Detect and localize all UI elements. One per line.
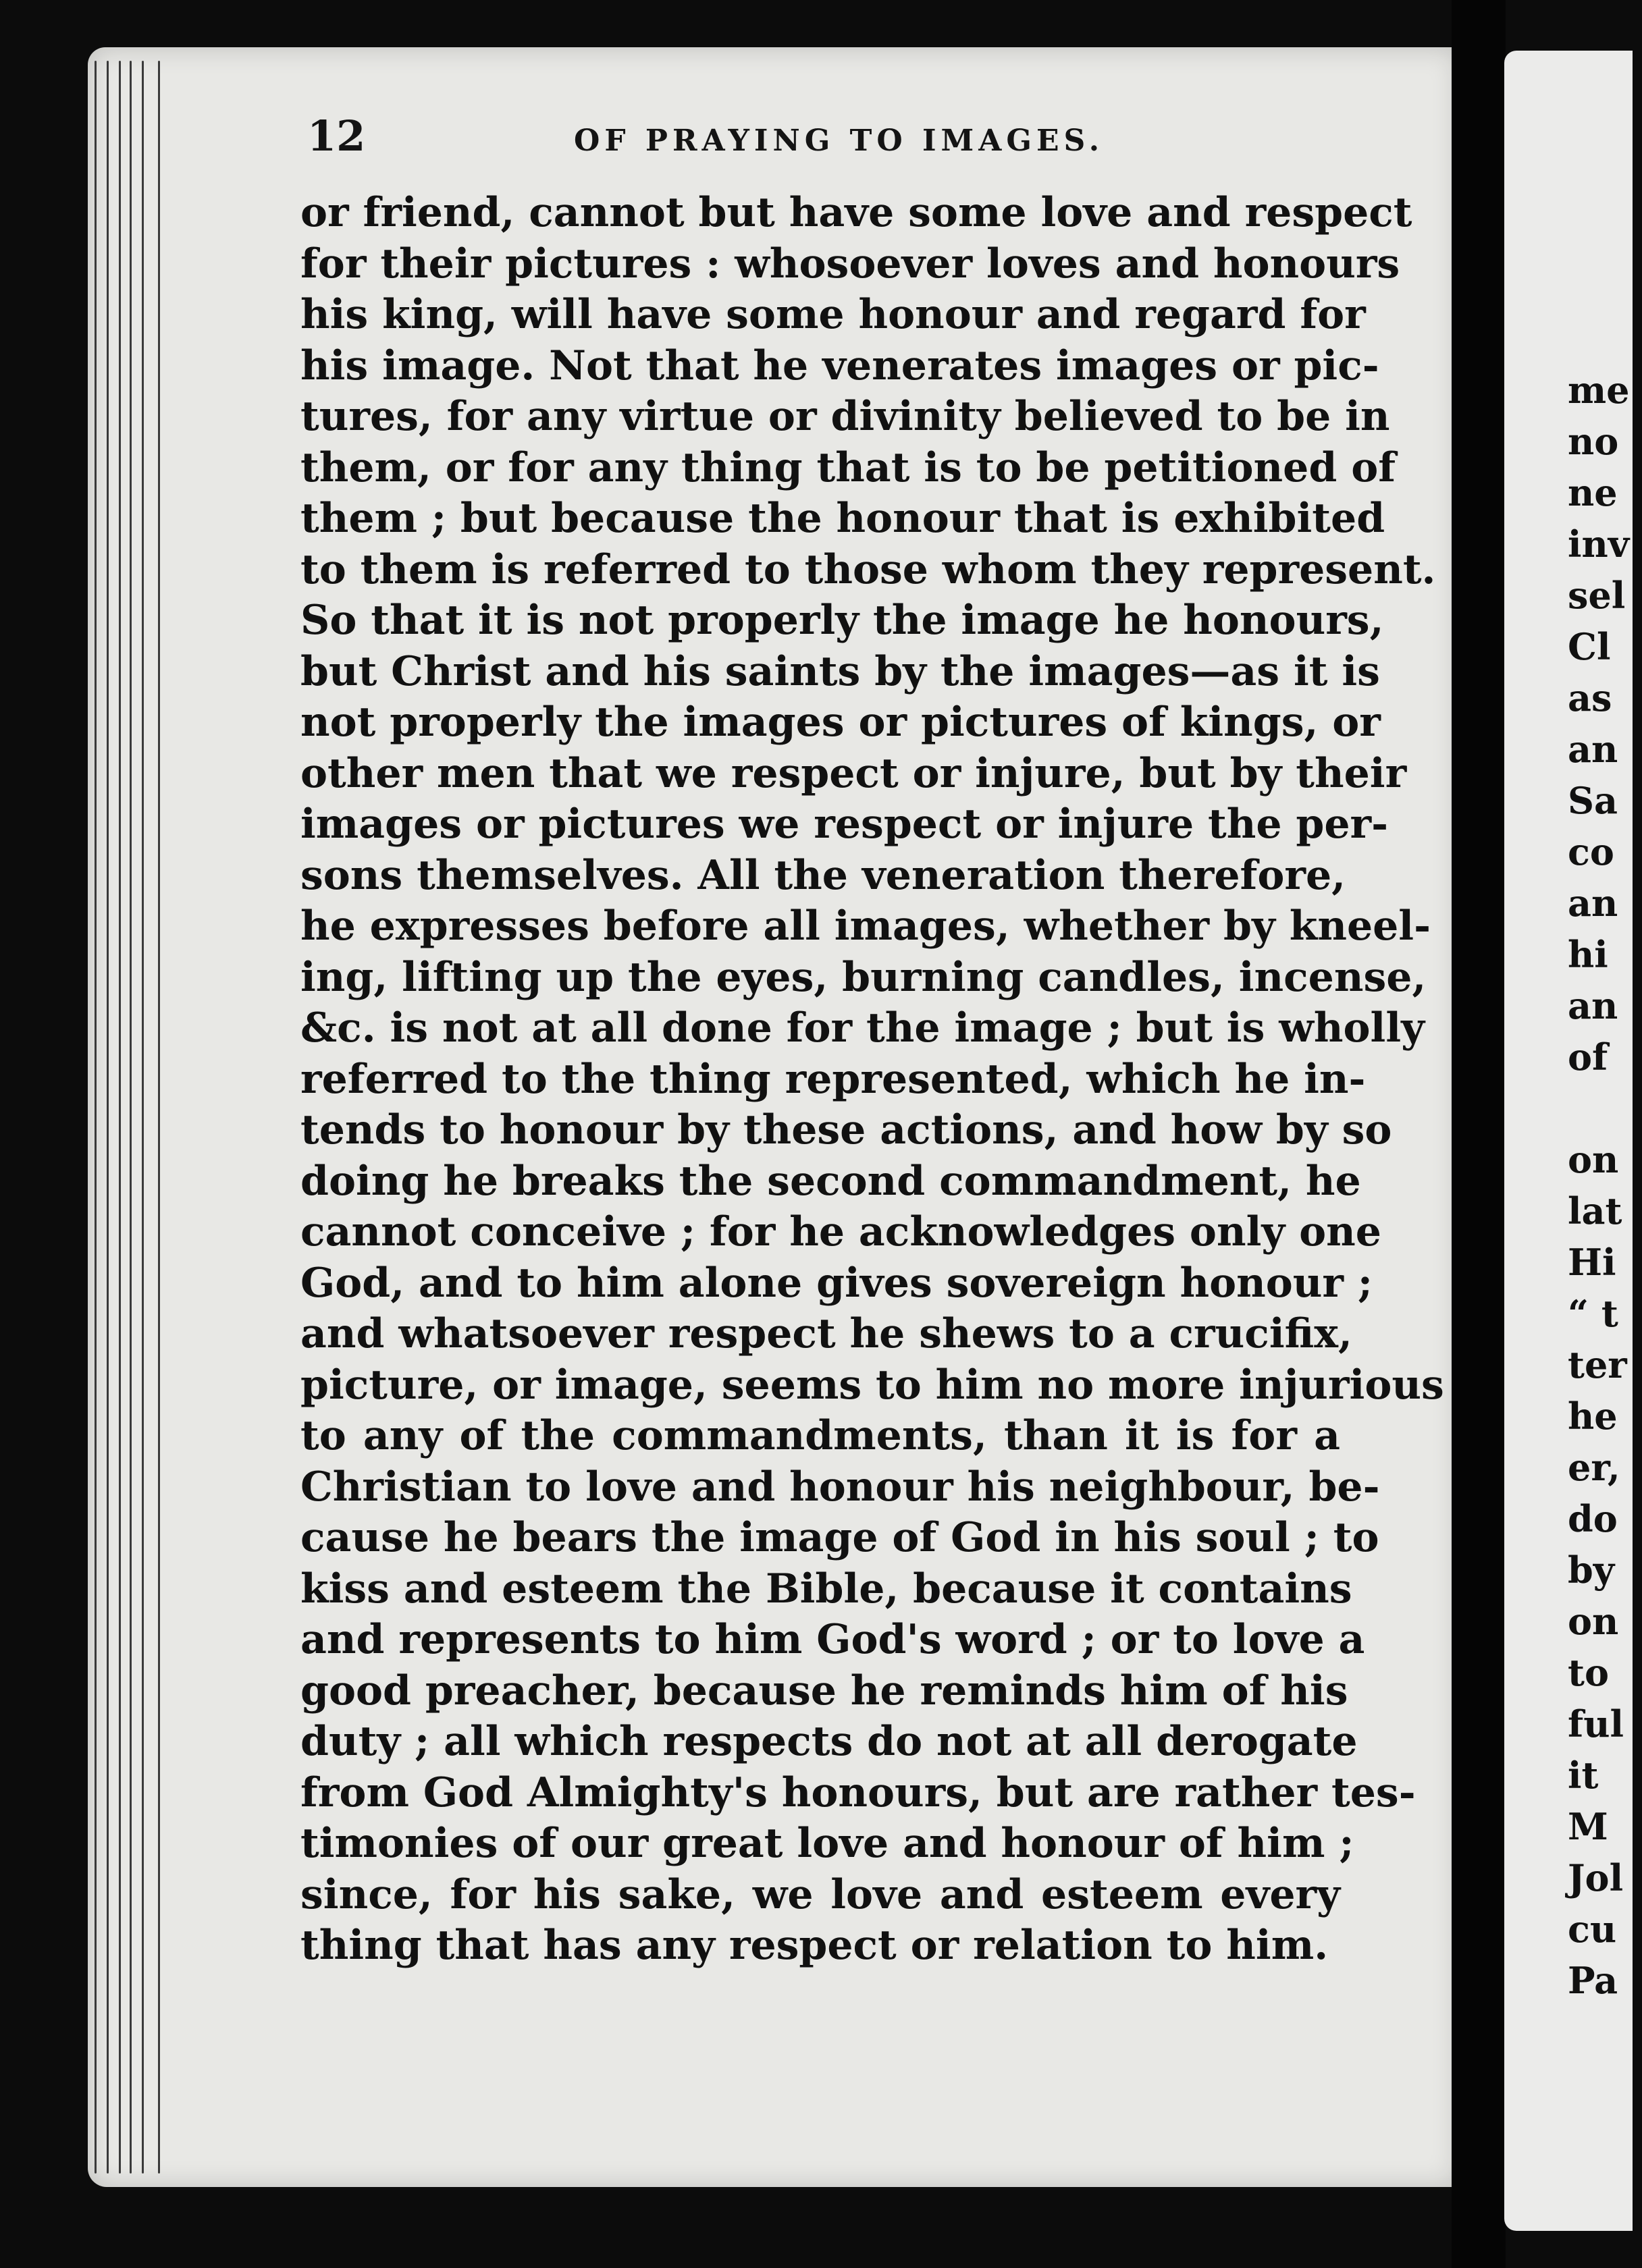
text-line: since, for his sake, we love and esteem every (300, 1870, 1340, 1918)
text-line: cannot conceive ; for he acknowledges only one (300, 1208, 1381, 1256)
fragment-line: an (1568, 984, 1618, 1027)
text-line: ing, lifting up the eyes, burning candles, incense, (300, 953, 1427, 1001)
fragment-line: Sa (1568, 779, 1618, 822)
fragment-line: co (1568, 830, 1614, 873)
fragment-line: hi (1568, 933, 1608, 976)
text-line: timonies of our great love and honour of him ; (300, 1820, 1354, 1867)
text-line: doing he breaks the second commandment, he (300, 1157, 1361, 1205)
fragment-line: er, (1568, 1446, 1620, 1489)
text-line: his king, will have some honour and regard for (300, 291, 1366, 338)
running-head-title: OF PRAYING TO IMAGES. (574, 124, 1105, 158)
fragment-line: it (1568, 1754, 1599, 1797)
page-number: 12 (307, 111, 366, 161)
text-line: referred to the thing represented, which he in- (300, 1055, 1366, 1103)
fragment-line: ter (1568, 1343, 1627, 1386)
fragment-line: Pa (1568, 1959, 1618, 2002)
text-line: tends to honour by these actions, and how by so (300, 1106, 1392, 1154)
text-line: them, or for any thing that is to be petitioned of (300, 443, 1396, 491)
fragment-line: Hi (1568, 1241, 1616, 1284)
text-line: duty ; all which respects do not at all derogate (300, 1718, 1358, 1765)
text-line: and whatsoever respect he shews to a crucifix, (300, 1310, 1352, 1357)
fragment-line: of (1568, 1035, 1608, 1079)
fragment-line: cu (1568, 1908, 1617, 1951)
fragment-line: by (1568, 1548, 1615, 1592)
right-page-fragments (1568, 364, 1642, 2006)
text-line: images or pictures we respect or injure the per- (300, 801, 1389, 848)
text-line: cause he bears the image of God in his soul ; to (300, 1514, 1379, 1561)
text-line: from God Almighty's honours, but are rather tes- (300, 1769, 1416, 1816)
fragment-line: sel (1568, 574, 1626, 617)
text-line: he expresses before all images, whether by kneel- (300, 902, 1431, 950)
fragment-line: lat (1568, 1189, 1622, 1233)
running-head (307, 111, 1340, 172)
fragment-line: me (1568, 369, 1630, 412)
text-line: picture, or image, seems to him no more injurious (300, 1361, 1444, 1409)
fragment-line: ne (1568, 471, 1618, 514)
text-line: &c. is not at all done for the image ; but is wholly (300, 1004, 1425, 1052)
fragment-line: on (1568, 1600, 1619, 1643)
fragment-line: to (1568, 1651, 1609, 1694)
text-line: them ; but because the honour that is exhibited (300, 495, 1385, 542)
text-line: to them is referred to those whom they represent. (300, 545, 1436, 593)
fragment-line: he (1568, 1395, 1618, 1438)
text-line: good preacher, because he reminds him of his (300, 1667, 1348, 1714)
fragment-line: no (1568, 420, 1619, 463)
text-line: and represents to him God's word ; or to love a (300, 1616, 1365, 1663)
fragment-line: an (1568, 882, 1618, 925)
text-line: kiss and esteem the Bible, because it contains (300, 1565, 1352, 1613)
text-line: So that it is not properly the image he honours, (300, 597, 1384, 644)
text-line: God, and to him alone gives sovereign honour ; (300, 1259, 1373, 1307)
fragment-line: on (1568, 1138, 1619, 1181)
text-line: for their pictures : whosoever loves and honours (300, 240, 1400, 288)
body-text (300, 188, 1444, 1972)
text-line: thing that has any respect or relation to him. (300, 1922, 1329, 1969)
text-line: to any of the commandments, than it is for a (300, 1412, 1340, 1459)
fragment-line: Cl (1568, 625, 1611, 668)
fragment-line: do (1568, 1497, 1618, 1540)
fragment-line: Jol (1568, 1856, 1624, 1899)
text-line: tures, for any virtue or divinity believed to be in (300, 393, 1390, 440)
text-line: but Christ and his saints by the images—as it is (300, 647, 1380, 695)
fragment-line: an (1568, 728, 1618, 771)
text-line: not properly the images or pictures of kings, or (300, 699, 1381, 746)
text-line: his image. Not that he venerates images or pic- (300, 342, 1379, 389)
paragraph-gap (1568, 1083, 1642, 1134)
text-line: other men that we respect or injure, but by their (300, 749, 1407, 797)
text-line: or friend, cannot but have some love and respect (300, 189, 1412, 236)
fragment-line: “ t (1568, 1292, 1618, 1335)
book-gutter (1452, 0, 1506, 2268)
fragment-line: inv (1568, 522, 1630, 566)
text-line: sons themselves. All the veneration therefore, (300, 851, 1346, 899)
fragment-line: ful (1568, 1702, 1624, 1746)
fragment-line: M (1568, 1805, 1608, 1848)
fragment-line: as (1568, 676, 1612, 720)
text-line: Christian to love and honour his neighbour, be- (300, 1463, 1380, 1511)
